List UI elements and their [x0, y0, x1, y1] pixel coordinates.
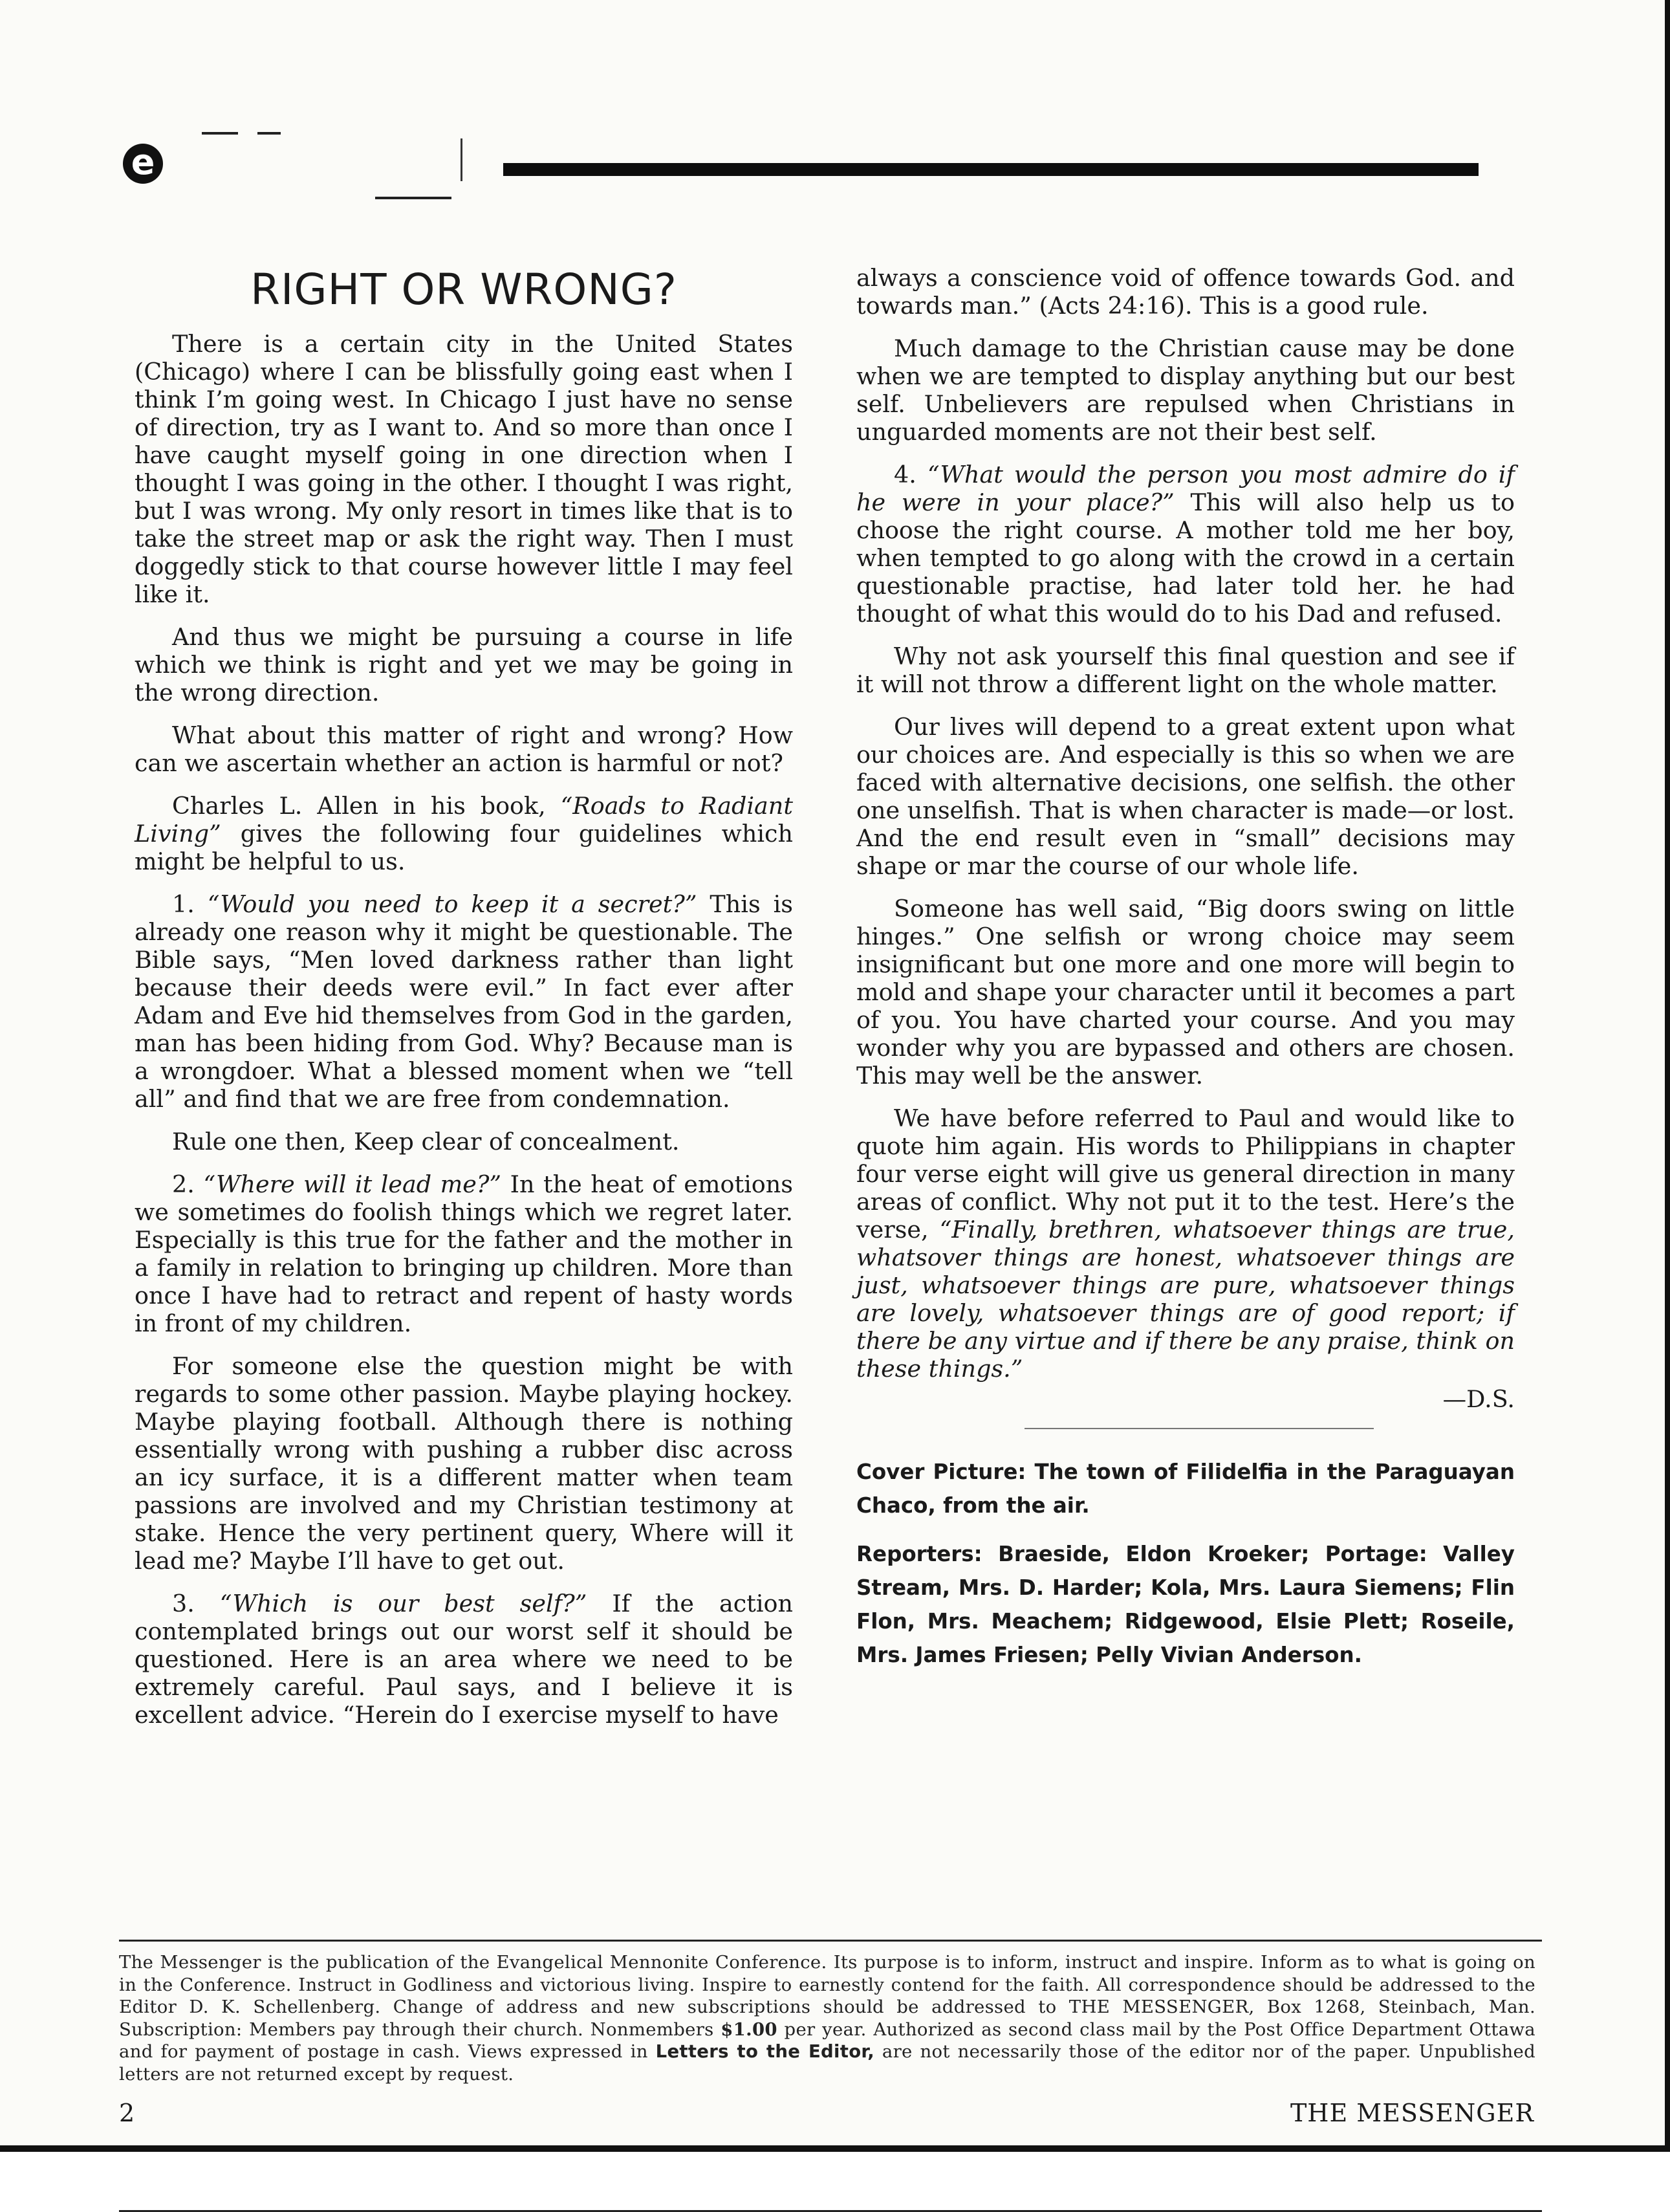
- masthead-dash: [202, 132, 238, 135]
- article-left-column: [135, 259, 793, 1729]
- paragraph: Much damage to the Christian cause may be done when we are tempted to display anything but our best self. Unbelievers are repulsed when Christians in unguarded moments are not their best self.: [856, 334, 1515, 446]
- guideline-2: 2. “Where will it lead me?” In the heat of emotions we sometimes do foolish things which we regret later. Especially is this true for the father and the mother in a family in relation to bringing up children. More than once I have had to retract and repent of hasty words in front of my children.: [135, 1170, 794, 1337]
- masthead-dash: [375, 197, 451, 199]
- section-divider: [1025, 1428, 1374, 1429]
- masthead-rule: [503, 163, 1479, 176]
- article-title: RIGHT OR WRONG?: [250, 265, 677, 314]
- cover-picture-caption: Cover Picture: The town of Filidelfia in the Paraguayan Chaco, from the air.: [856, 1460, 1515, 1518]
- paragraph: For someone else the question might be with regards to some other passion. Maybe playing hockey. Maybe playing football. Although there is nothing essentially wrong with pushing a rubber disc across an icy surface, it is a different matter when team passions are involved and my Christian testimony at stake. Hence the very pertinent query, Where will it lead me? Maybe I’ll have to get out.: [135, 1352, 793, 1575]
- page-number: 2: [119, 2099, 135, 2127]
- paragraph: Our lives will depend to a great extent upon what our choices are. And especially is this so when we are faced with alternative decisions, one selfish. the other one unselfish. That is when character is made—or lost. And the end result even in “small” decisions may shape or mar the course of our whole life.: [856, 713, 1515, 880]
- guideline-3: 3. “Which is our best self?” If the action contemplated brings out our worst self it should be questioned. Here is an area where we need to be extremely careful. Paul says, and I believe it is excellent advice. “Herein do I exercise myself to have: [135, 1590, 793, 1729]
- reporters-list: Reporters: Braeside, Eldon Kroeker; Portage: Valley Stream, Mrs. D. Harder; Kola, Mrs. Laura Siemens; Flin Flon, Mrs. Meachem; Ridgewood, Elsie Plett; Roseile, Mrs. James Friesen; Pelly Vivian Anderson.: [856, 1542, 1515, 1667]
- masthead-dash: [257, 132, 281, 135]
- article-right-column: [856, 264, 1515, 1687]
- paragraph-allen: Charles L. Allen in his book, “Roads to Radiant Living” gives the following four guidelines which might be helpful to us.: [135, 792, 793, 875]
- signoff: —D.S.: [1442, 1385, 1515, 1413]
- guideline-1: 1. “Would you need to keep it a secret?” This is already one reason why it might be questionable. The Bible says, “Men loved darkness rather than light because their deeds were evil.” In fact ever after Adam and Eve hid themselves from God in the garden, man has been hiding from God. Why? Because man is a wrongdoer. What a blessed moment when we “tell all” and find that we are free from condemnation.: [135, 890, 793, 1113]
- logo-e-icon: e: [123, 144, 163, 184]
- publication-notice-rule-bar: [119, 1940, 1542, 1942]
- publication-notice-text: The Messenger is the publication of the Evangelical Mennonite Conference. Its purpose is to inform, instruct and inspire. Inform as to what is going on in the Conference. Instruct in Godliness and victorious living. Inspire to earnestly contend for the faith. All correspondence should be addressed to the Editor D. K. Schellenberg. Change of address and new subscriptions should be addressed to THE MESSENGER, Box 1268, Steinbach, Man. Subscription: Members pay through their church. Nonmembers $1.00 per year. Authorized as second class mail by the Post Office Department Ottawa and for payment of postage in cash. Views expressed in Letters to the Editor, are not necessarily those of the editor nor of the paper. Unpublished letters are not returned except by request.: [119, 1952, 1536, 2085]
- paragraph: Why not ask yourself this final question and see if it will not throw a different light on the whole matter.: [856, 642, 1515, 698]
- masthead-divider: [461, 138, 462, 181]
- paragraph: always a conscience void of offence towards God. and towards man.” (Acts 24:16). This is a good rule.: [856, 264, 1515, 320]
- paragraph: And thus we might be pursuing a course in life which we think is right and yet we may be going in the wrong direction.: [135, 623, 793, 706]
- paragraph: Rule one then, Keep clear of concealment.: [172, 1128, 680, 1155]
- paragraph: There is a certain city in the United States (Chicago) where I can be blissfully going east when I think I’m going west. In Chicago I just have no sense of direction, try as I want to. And so more than once I have caught myself going in one direction when I thought I was going in the other. I thought I was right, but I was wrong. My only resort in times like that is to take the street map or ask the right way. Then I must doggedly stick to that course however little I may feel like it.: [135, 330, 793, 608]
- paragraph-paul: We have before referred to Paul and would like to quote him again. His words to Philippians in chapter four verse eight will give us general direction in many areas of conflict. Why not put it to the test. Here’s the verse, “Finally, brethren, whatsoever things are true, whatsover things are honest, whatsoever things are just, whatsoever things are pure, whatsoever things are lovely, whatsoever things are of good report; if there be any virtue and if there be any praise, think on these things.”: [856, 1104, 1515, 1383]
- scan-edge-bottom: [0, 2145, 1670, 2152]
- guideline-4: 4. “What would the person you most admire do if he were in your place?” This will also help us to choose the right course. A mother told me her boy, when tempted to go along with the crowd in a certain questionable practise, had later told her. he had thought of what this would do to his Dad and refused.: [856, 461, 1515, 628]
- paragraph: Someone has well said, “Big doors swing on little hinges.” One selfish or wrong choice may seem insignificant but one more and one more will begin to mold and shape your character until it becomes a part of you. You have charted your course. And you may wonder why you are bypassed and others are chosen. This may well be the answer.: [856, 895, 1515, 1090]
- scan-edge-right: [1665, 0, 1670, 2152]
- paragraph: What about this matter of right and wrong? How can we ascertain whether an action is harmful or not?: [135, 721, 793, 777]
- publication-name: THE MESSENGER: [1290, 2099, 1534, 2127]
